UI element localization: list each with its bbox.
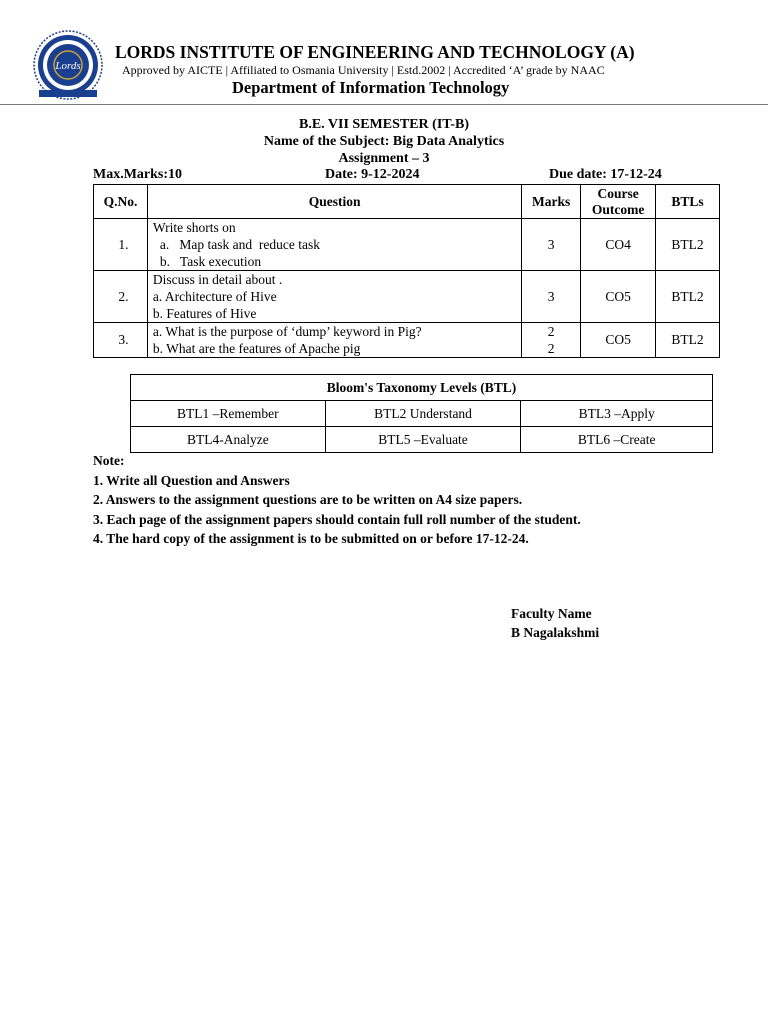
question-line: a. What is the purpose of ‘dump’ keyword in Pig?	[152, 324, 422, 339]
college-logo	[33, 30, 103, 100]
qno-cell: 2.	[94, 271, 148, 323]
notes-section	[93, 451, 581, 549]
btl-cell: BTL5 –Evaluate	[325, 427, 521, 453]
department-name: Department of Information Technology	[232, 78, 510, 97]
question-line: a. Map task and reduce task	[159, 237, 320, 252]
btl-cell: BTL3 –Apply	[521, 401, 713, 427]
btl-cell: BTL2	[656, 323, 720, 358]
btl-row	[131, 401, 713, 427]
marks-cell: 3	[522, 271, 581, 323]
question-line: b. Features of Hive	[152, 306, 257, 321]
header-marks: Marks	[522, 185, 581, 219]
btl-title-row	[131, 375, 713, 401]
question-cell	[147, 271, 521, 323]
notes-heading: Note:	[93, 453, 125, 468]
note-item: 4. The hard copy of the assignment is to be submitted on or before 17-12-24.	[93, 531, 529, 546]
course-outcome-cell: CO5	[581, 271, 656, 323]
header-question: Question	[147, 185, 521, 219]
question-table	[93, 184, 720, 358]
question-line: Discuss in detail about .	[152, 272, 283, 287]
letterhead	[0, 0, 768, 108]
btl-cell: BTL4-Analyze	[131, 427, 326, 453]
institution-name: LORDS INSTITUTE OF ENGINEERING AND TECHNOLOGY (A)	[115, 42, 635, 62]
btl-cell: BTL6 –Create	[521, 427, 713, 453]
note-item: 3. Each page of the assignment papers should contain full roll number of the student.	[93, 511, 581, 527]
qno-cell: 1.	[94, 219, 148, 271]
due-date: Due date: 17-12-24	[549, 167, 662, 182]
question-cell	[147, 323, 521, 358]
note-item: 1. Write all Question and Answers	[93, 472, 290, 488]
header-divider	[0, 104, 768, 105]
marks-cell: 3	[522, 219, 581, 271]
btl-table	[130, 374, 713, 453]
approval-line: Approved by AICTE | Affiliated to Osmania University | Estd.2002 | Accredited ‘A’ grade by NAAC	[122, 63, 605, 77]
semester-title: B.E. VII SEMESTER (IT-B)	[298, 117, 469, 132]
table-row	[94, 323, 720, 358]
assignment-title: Assignment – 3	[338, 151, 430, 166]
question-line: a. Architecture of Hive	[152, 289, 277, 304]
subject-title: Name of the Subject: Big Data Analytics	[263, 134, 505, 149]
faculty-block	[511, 604, 599, 642]
faculty-label: Faculty Name	[511, 606, 592, 621]
btl-row	[131, 427, 713, 453]
course-outcome-cell: CO4	[581, 219, 656, 271]
course-outcome-cell: CO5	[581, 323, 656, 358]
header-btl: BTLs	[656, 185, 720, 219]
header-co-line2: Outcome	[591, 201, 645, 217]
logo-text: Lords	[55, 60, 81, 72]
marks-cell	[522, 323, 581, 358]
assignment-date: Date: 9-12-2024	[325, 167, 420, 182]
btl-cell: BTL1 –Remember	[131, 401, 326, 427]
question-line: Write shorts on	[152, 220, 236, 235]
header-qno: Q.No.	[94, 185, 148, 219]
table-row	[94, 219, 720, 271]
question-cell	[147, 219, 521, 271]
question-line: b. What are the features of Apache pig	[152, 341, 361, 356]
table-row	[94, 271, 720, 323]
btl-cell: BTL2 Understand	[325, 401, 521, 427]
max-marks: Max.Marks:10	[93, 167, 183, 182]
faculty-name: B Nagalakshmi	[511, 625, 600, 640]
question-line: b. Task execution	[159, 254, 262, 269]
btl-cell: BTL2	[656, 271, 720, 323]
btl-table-title: Bloom's Taxonomy Levels (BTL)	[131, 375, 713, 401]
header-co-line1: Course	[597, 185, 639, 201]
note-item: 2. Answers to the assignment questions are to be written on A4 size papers.	[93, 492, 523, 507]
table-header-row	[94, 185, 720, 219]
marks-value: 2	[547, 341, 555, 356]
marks-value: 2	[547, 324, 555, 339]
qno-cell: 3.	[94, 323, 148, 358]
header-course-outcome	[581, 185, 656, 219]
btl-cell: BTL2	[656, 219, 720, 271]
